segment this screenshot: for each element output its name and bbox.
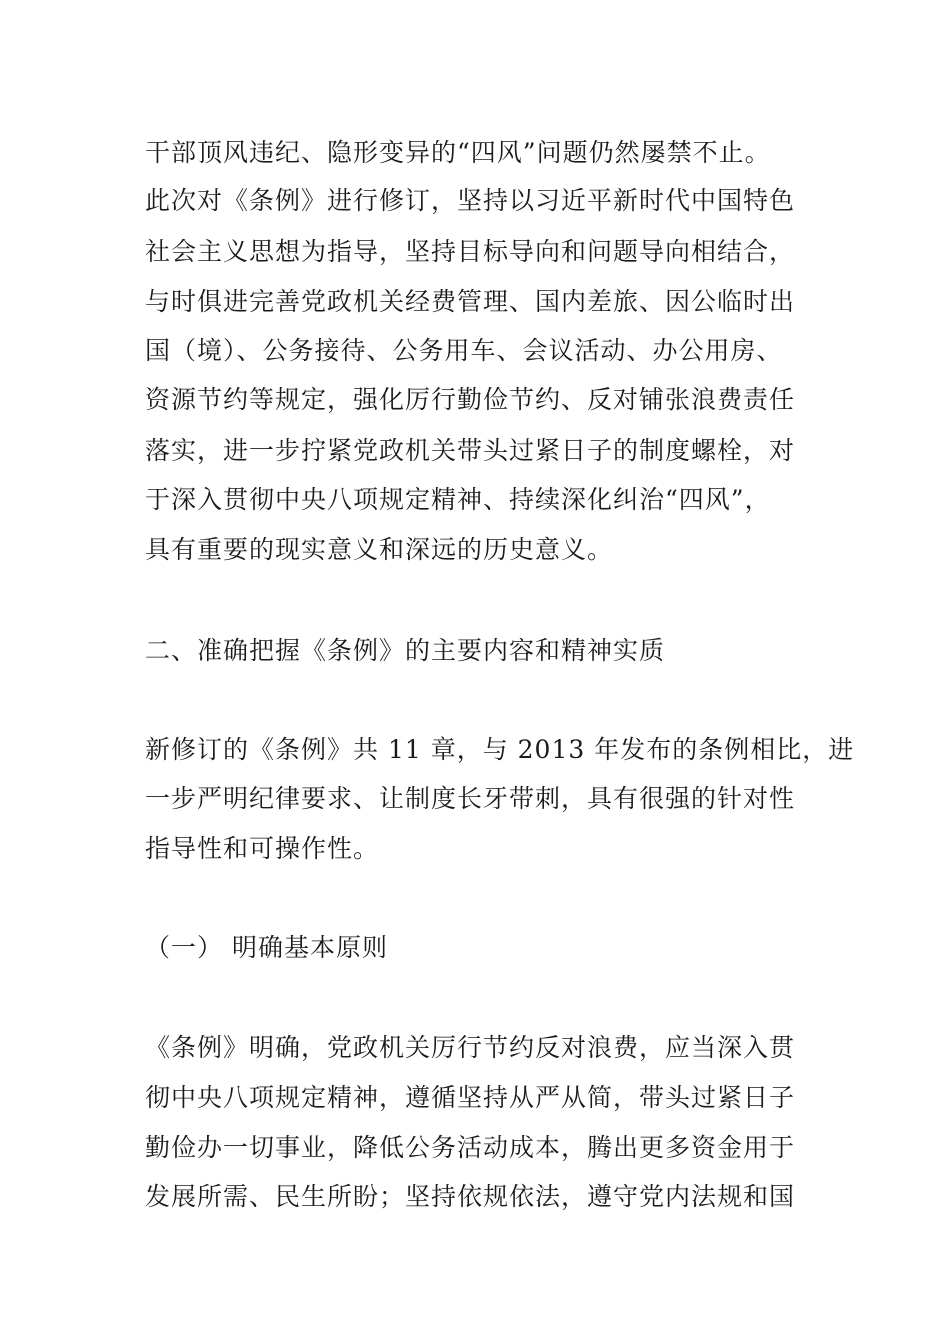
paragraph-line: 勤俭办一切事业，降低公务活动成本，腾出更多资金用于 <box>145 1133 796 1162</box>
paragraph-line: 干部顶风违纪、隐形变异的“四风”问题仍然屡禁不止。 <box>145 138 771 167</box>
subheading: （一） 明确基本原则 <box>145 933 388 962</box>
paragraph-line: 具有重要的现实意义和深远的历史意义。 <box>145 535 614 564</box>
paragraph-line: 发展所需、民生所盼；坚持依规依法，遵守党内法规和国 <box>145 1182 796 1211</box>
paragraph-line: 指导性和可操作性。 <box>145 834 380 863</box>
paragraph-line: 落实，进一步拧紧党政机关带头过紧日子的制度螺栓，对 <box>145 436 796 465</box>
paragraph-line: 社会主义思想为指导，坚持目标导向和问题导向相结合， <box>145 237 796 266</box>
paragraph-line: 国（境）、公务接待、公务用车、会议活动、办公用房、 <box>145 336 783 365</box>
paragraph-line: 资源节约等规定，强化厉行勤俭节约、反对铺张浪费责任 <box>145 385 796 414</box>
paragraph-line: 于深入贯彻中央八项规定精神、持续深化纠治“四风”， <box>145 485 771 514</box>
section-heading: 二、准确把握《条例》的主要内容和精神实质 <box>145 636 666 665</box>
paragraph-line: 《条例》明确，党政机关厉行节约反对浪费，应当深入贯 <box>145 1033 796 1062</box>
paragraph-line: 与时俱进完善党政机关经费管理、国内差旅、因公临时出 <box>145 287 796 316</box>
paragraph-line: 新修订的《条例》共 11 章，与 2013 年发布的条例相比，进 <box>145 735 855 764</box>
paragraph-line: 此次对《条例》进行修订，坚持以习近平新时代中国特色 <box>145 186 796 215</box>
paragraph-line: 一步严明纪律要求、让制度长牙带刺，具有很强的针对性 <box>145 784 796 813</box>
paragraph-line: 彻中央八项规定精神，遵循坚持从严从简，带头过紧日子 <box>145 1083 796 1112</box>
